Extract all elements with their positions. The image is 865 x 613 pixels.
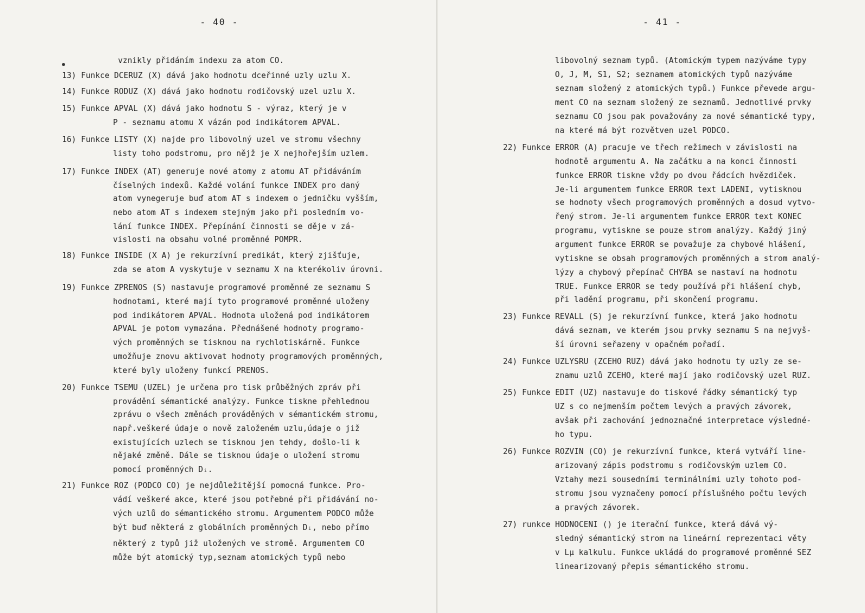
text-line: TRUE. Funkce ERROR se tedy používá při hlášení chyb, bbox=[555, 282, 802, 291]
text-line: stromu jsou vyznačeny pomocí příslušného počtu levých bbox=[555, 489, 807, 498]
text-line: listy toho podstromu, pro nějž je X nejhořejším uzlem. bbox=[113, 149, 370, 158]
text-line: 14) Funkce RODUZ (X) dává jako hodnotu rodičovský uzel uzlu X. bbox=[62, 87, 357, 96]
text-line: funkce ERROR tiskne vždy po dvou řádcích hvězdiček. bbox=[555, 171, 797, 180]
text-line: UZ s co nejmenším počtem levých a pravých závorek, bbox=[555, 402, 793, 411]
page-number: - 40 - bbox=[200, 18, 239, 28]
text-line: ho typu. bbox=[555, 430, 593, 439]
text-line: P - seznamu atomu X vázán pod indikátorem APVAL. bbox=[113, 118, 341, 127]
text-line: číselných indexů. Každé volání funkce INDEX pro daný bbox=[113, 181, 360, 190]
text-line: vytiskne se obsah programových proměnných a strom analý- bbox=[555, 254, 821, 263]
text-line: pod indikátorem APVAL. Hodnota uložená pod indikátorem bbox=[113, 311, 370, 320]
text-line: může být atomický typ,seznam atomických typů nebo bbox=[113, 553, 346, 562]
text-line: umožňuje znovu aktivovat hodnoty programových proměnných, bbox=[113, 352, 384, 361]
text-line: argument funkce ERROR se považuje za chybové hlášení, bbox=[555, 240, 807, 249]
text-line: vých uzlů do sémantického stromu. Argumentem PODCO může bbox=[113, 509, 374, 518]
text-line: seznamu CO jsou pak považovány za nové sémantické typy, bbox=[555, 112, 816, 121]
text-line: 18) Funkce INSIDE (X A) je rekurzívní predikát, který zjišťuje, bbox=[62, 251, 361, 260]
text-line: vislosti na obsahu volné proměnné POMPR. bbox=[113, 235, 303, 244]
text-line: programu, vytiskne se pouze strom analýzy. Každý jiný bbox=[555, 226, 807, 235]
text-line: 15) Funkce APVAL (X) dává jako hodnotu S - výraz, který je v bbox=[62, 104, 347, 113]
text-line: např.veškeré údaje o nově založeném uzlu,údaje o již bbox=[113, 424, 360, 433]
text-line: 23) Funkce REVALL (S) je rekurzívní funkce, která jako hodnotu bbox=[503, 312, 798, 321]
text-line: řený strom. Je-li argumentem funkce ERROR text KONEC bbox=[555, 212, 802, 221]
text-line: Vztahy mezi sousedními terminálními uzly tohoto pod- bbox=[555, 475, 802, 484]
text-line: 21) Funkce ROZ (PODCO CO) je nejdůležitější pomocná funkce. Pro- bbox=[62, 481, 366, 490]
text-line: lání funkce INDEX. Přepínání činnosti se děje v zá- bbox=[113, 222, 355, 231]
text-line: pomocí proměnných Dᵢ. bbox=[113, 465, 213, 474]
text-line: nějaké změně. Dále se tisknou údaje o uložení stromu bbox=[113, 451, 360, 460]
text-line: atom vynegeruje buď atom AT s indexem o jedničku vyšším, bbox=[113, 194, 379, 203]
text-line: na které má být rozvětven uzel PODCO. bbox=[555, 126, 731, 135]
text-line: být buď některá z globálních proměnných Dᵢ, nebo přímo bbox=[113, 523, 370, 532]
text-line: 19) Funkce ZPRENOS (S) nastavuje programové proměnné ze seznamu S bbox=[62, 283, 371, 292]
text-line: sledný sémantický strom na lineární reprezentaci věty bbox=[555, 534, 807, 543]
text-line: APVAL je potom vymazána. Přednášené hodnoty programo- bbox=[113, 324, 365, 333]
text-line: O, J, M, S1, S2; seznamem atomických typů nazýváme bbox=[555, 70, 793, 79]
text-line: 26) Funkce ROZVIN (CO) je rekurzívní funkce, která vytváří line- bbox=[503, 447, 807, 456]
text-line: které byly uloženy funkcí PRENOS. bbox=[113, 366, 270, 375]
text-line: linearizovaný přepis sémantického stromu. bbox=[555, 562, 750, 571]
text-line: při ladění programu, při skončení programu. bbox=[555, 295, 759, 304]
text-line: vých proměnných se tisknou na rychlotiskárně. Funkce bbox=[113, 338, 360, 347]
text-line: nebo atom AT s indexem stejným jako při posledním vo- bbox=[113, 208, 365, 217]
page-number: - 41 - bbox=[643, 18, 682, 28]
text-line: libovolný seznam typů. (Atomickým typem nazýváme typy bbox=[555, 56, 807, 65]
text-line: vádí veškeré akce, které jsou potřebné při přidávání no- bbox=[113, 495, 379, 504]
text-line: 13) Funkce DCERUZ (X) dává jako hodnotu dceřinné uzly uzlu X. bbox=[62, 71, 352, 80]
text-line: zda se atom A vyskytuje v seznamu X na kterékoliv úrovni. bbox=[113, 265, 384, 274]
text-line: zprávu o všech změnách prováděných v sémantickém stromu, bbox=[113, 410, 379, 419]
text-line: některý z typů již uložených ve stromě. Argumentem CO bbox=[113, 539, 365, 548]
text-line: Je-li argumentem funkce ERROR text LADENI, vytisknou bbox=[555, 185, 802, 194]
text-line: 17) Funkce INDEX (AT) generuje nové atomy z atomu AT přidáváním bbox=[62, 167, 361, 176]
text-line: vznikly přidáním indexu za atom CO. bbox=[118, 56, 285, 65]
text-line: 16) Funkce LISTY (X) najde pro libovolný uzel ve stromu všechny bbox=[62, 135, 361, 144]
text-line: 22) Funkce ERROR (A) pracuje ve třech režimech v závislosti na bbox=[503, 143, 798, 152]
text-line: ší úrovni seřazeny v opačném pořadí. bbox=[555, 340, 726, 349]
text-line: hodnotě argumentu A. Na začátku a na konci činnosti bbox=[555, 157, 797, 166]
text-line: znamu uzlů ZCEHO, které mají jako rodičovský uzel RUZ. bbox=[555, 371, 812, 380]
text-line: ment CO na seznam složený ze seznamů. Jednotlivé prvky bbox=[555, 98, 812, 107]
text-line: 27) runkce HODNOCENI () je iterační funkce, která dává vý- bbox=[503, 520, 779, 529]
scan-speck bbox=[62, 63, 65, 66]
text-line: se hodnoty všech programových proměnných a dosud vytvo- bbox=[555, 198, 816, 207]
text-line: 20) Funkce TSEMU (UZEL) je určena pro tisk průběžných zpráv při bbox=[62, 383, 361, 392]
text-line: hodnotami, které mají tyto programové proměnné uloženy bbox=[113, 297, 370, 306]
text-line: existujících uzlech se tisknou jen tehdy, došlo-li k bbox=[113, 438, 360, 447]
text-line: avšak při zachování jednoznačné interpretace výsledné- bbox=[555, 416, 812, 425]
text-line: v Lμ kalkulu. Funkce ukládá do programové proměnné SEZ bbox=[555, 548, 812, 557]
text-line: 24) Funkce UZLYSRU (ZCEHO RUZ) dává jako hodnotu ty uzly ze se- bbox=[503, 357, 802, 366]
text-line: arizovaný zápis podstromu s rodičovským uzlem CO. bbox=[555, 461, 788, 470]
text-line: provádění sémantické analýzy. Funkce tiskne přehlednou bbox=[113, 397, 370, 406]
text-line: 25) Funkce EDIT (UZ) nastavuje do tiskové řádky sémantický typ bbox=[503, 388, 798, 397]
text-line: a pravých závorek. bbox=[555, 503, 641, 512]
text-line: seznam složený z atomických typů.) Funkce převede argu- bbox=[555, 84, 816, 93]
text-line: dává seznam, ve kterém jsou prvky seznamu S na nejvyš- bbox=[555, 326, 812, 335]
right-page bbox=[437, 0, 865, 613]
text-line: lýzy a chybový přepínač CHYBA se nastaví na hodnotu bbox=[555, 268, 797, 277]
